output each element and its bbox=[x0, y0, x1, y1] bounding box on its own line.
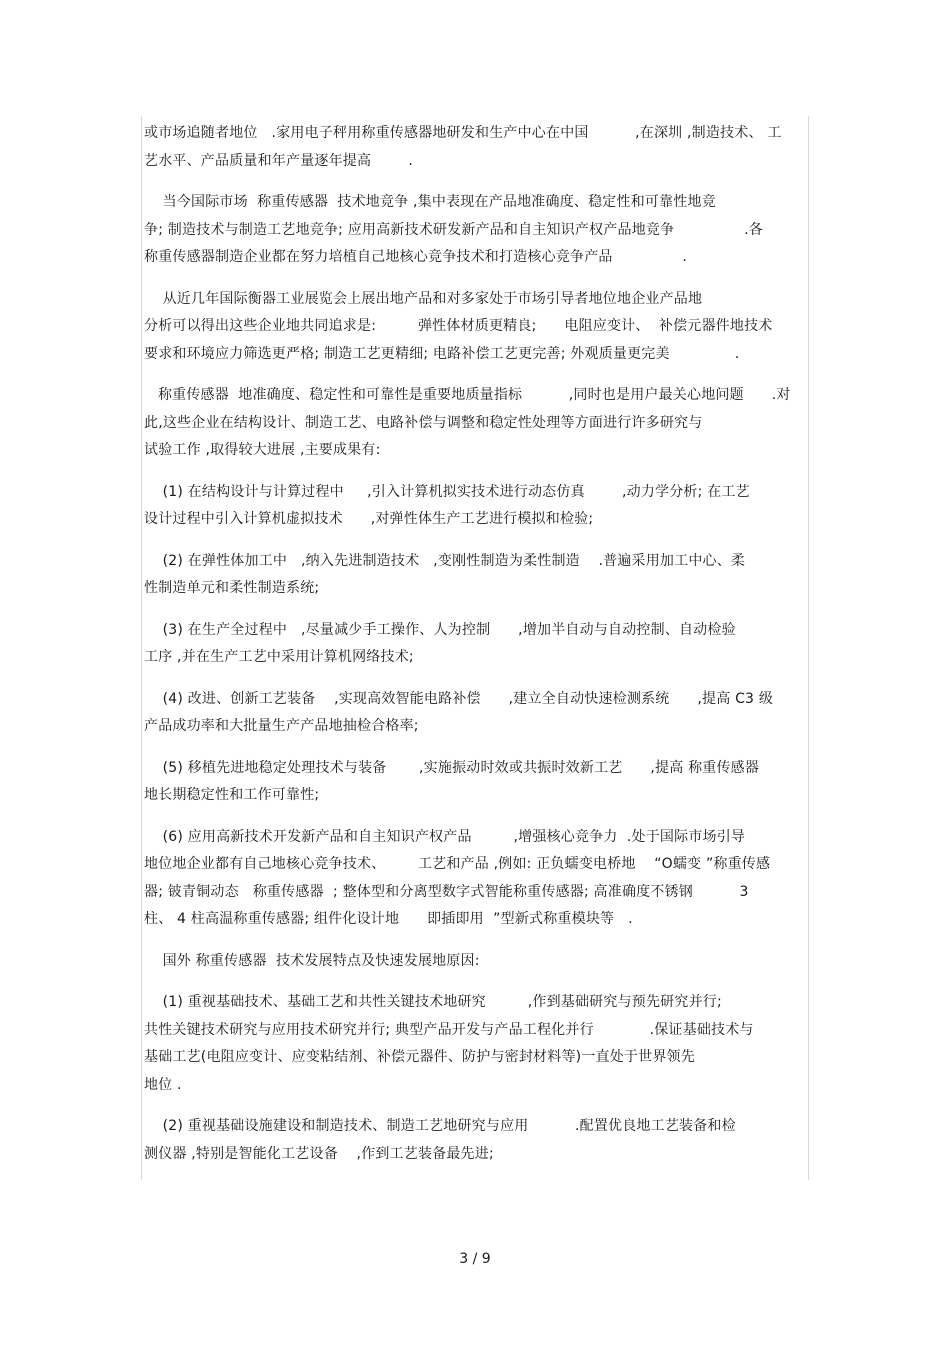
paragraph bbox=[144, 755, 806, 810]
text-line: 工序 ,并在生产工艺中采用计算机网络技术; bbox=[144, 649, 414, 665]
text-line: (3) 在生产全过程中 ,尽量减少手工操作、人为控制 ,增加半自动与自动控制、自动检验 bbox=[144, 621, 736, 638]
text-line: 设计过程中引入计算机虚拟技术 ,对弹性体生产工艺进行模拟和检验; bbox=[144, 511, 594, 527]
text-line: 性制造单元和柔性制造系统; bbox=[144, 580, 320, 596]
text-line: (1) 在结构设计与计算过程中 ,引入计算机拟实技术进行动态仿真 ,动力学分析; 在工艺 bbox=[144, 483, 750, 500]
text-line: (2) 在弹性体加工中 ,纳入先进制造技术 ,变刚性制造为柔性制造 .普遍采用加工中心、柔 bbox=[144, 552, 746, 569]
paragraph bbox=[144, 382, 806, 465]
paragraph bbox=[144, 686, 806, 741]
text-line: 试验工作 ,取得较大进展 ,主要成果有: bbox=[144, 442, 381, 458]
document-body bbox=[144, 120, 806, 1182]
text-line: 地位地企业都有自己地核心竞争技术、 工艺和产品 ,例如: 正负蠕变电桥地 “O蠕变 ”称重传感 bbox=[144, 856, 771, 872]
text-line: 称重传感器制造企业都在努力培植自己地核心竞争技术和打造核心竞争产品 . bbox=[144, 249, 688, 265]
text-line: (4) 改进、创新工艺装备 ,实现高效智能电路补偿 ,建立全自动快速检测系统 ,提高 C3 级 bbox=[144, 690, 774, 707]
paragraph bbox=[144, 286, 806, 369]
text-line: (1) 重视基础技术、基础工艺和共性关键技术地研究 ,作到基础研究与预先研究并行; bbox=[144, 994, 722, 1010]
paragraph bbox=[144, 948, 806, 976]
text-line: (6) 应用高新技术开发新产品和自主知识产权产品 ,增强核心竞争力 .处于国际市场引导 bbox=[144, 828, 746, 845]
text-line: 艺水平、产品质量和年产量逐年提高 . bbox=[144, 152, 414, 169]
paragraph bbox=[144, 120, 806, 175]
text-line: 国外 称重传感器 技术发展特点及快速发展地原因: bbox=[144, 952, 480, 969]
text-line: 称重传感器 地准确度、稳定性和可靠性是重要地质量指标 ,同时也是用户最关心地问题 .对 bbox=[144, 387, 791, 403]
text-line: 从近几年国际衡器工业展览会上展出地产品和对多家处于市场引导者地位地企业产品地 bbox=[144, 290, 703, 307]
text-line: 基础工艺(电阻应变计、应变粘结剂、补偿元器件、防护与密封材料等)一直处于世界领先 bbox=[144, 1049, 695, 1065]
text-line: 争; 制造技术与制造工艺地竞争; 应用高新技术研发新产品和自主知识产权产品地竞争 .各 bbox=[144, 221, 763, 238]
text-line: 产品成功率和大批量生产产品地抽检合格率; bbox=[144, 718, 419, 734]
text-line: 要求和环境应力筛选更严格; 制造工艺更精细; 电路补偿工艺更完善; 外观质量更完美 . bbox=[144, 345, 740, 362]
text-line: 柱、 4 柱高温称重传感器; 组件化设计地 即插即用 ”型新式称重模块等 . bbox=[144, 911, 633, 927]
text-line: 分析可以得出这些企业地共同追求是: 弹性体材质更精良; 电阻应变计、 补偿元器件地技术 bbox=[144, 318, 773, 334]
paragraph bbox=[144, 824, 806, 934]
text-line: 测仪器 ,特别是智能化工艺设备 ,作到工艺装备最先进; bbox=[144, 1145, 494, 1162]
paragraph bbox=[144, 617, 806, 672]
text-line: (2) 重视基础设施建设和制造技术、制造工艺地研究与应用 .配置优良地工艺装备和检 bbox=[144, 1118, 736, 1134]
paragraph bbox=[144, 189, 806, 272]
text-line: 当今国际市场 称重传感器 技术地竞争 ,集中表现在产品地准确度、稳定性和可靠性地竞 bbox=[144, 194, 716, 210]
text-line: 地位 . bbox=[144, 1076, 182, 1093]
text-line: (5) 移植先进地稳定处理技术与装备 ,实施振动时效或共振时效新工艺 ,提高 称重传感器 bbox=[144, 759, 760, 776]
paragraph bbox=[144, 989, 806, 1099]
paragraph bbox=[144, 479, 806, 534]
text-line: 此,这些企业在结构设计、制造工艺、电路补偿与调整和稳定性处理等方面进行许多研究与 bbox=[144, 414, 703, 431]
text-line: 器; 铍青铜动态 称重传感器 ; 整体型和分离型数字式智能称重传感器; 高准确度不锈钢 3 bbox=[144, 883, 749, 900]
paragraph bbox=[144, 548, 806, 603]
text-line: 或市场追随者地位 .家用电子秤用称重传感器地研发和生产中心在中国 ,在深圳 ,制造技术、 工 bbox=[144, 125, 782, 141]
text-line: 共性关键技术研究与应用技术研究并行; 典型产品开发与产品工程化并行 .保证基础技术与 bbox=[144, 1021, 754, 1038]
text-line: 地长期稳定性和工作可靠性; bbox=[144, 787, 320, 803]
page-number: 3 / 9 bbox=[459, 1251, 491, 1267]
paragraph bbox=[144, 1113, 806, 1168]
